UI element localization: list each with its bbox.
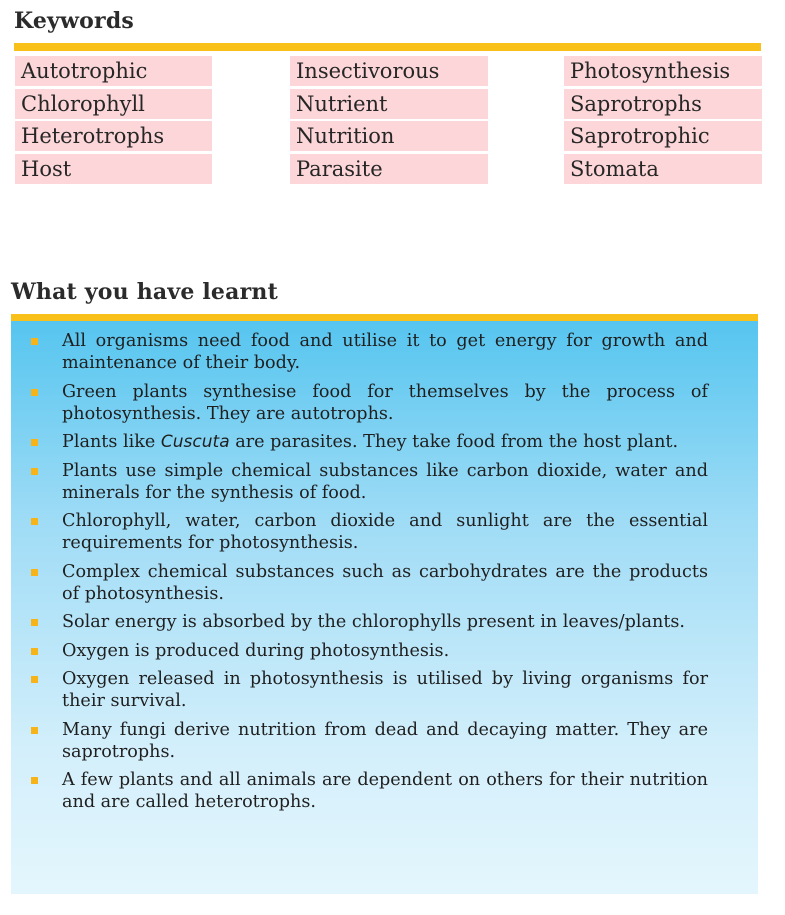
keyword-cell: Saprotrophs	[564, 89, 762, 119]
keyword-cell: Insectivorous	[290, 56, 488, 86]
summary-item-text: Chlorophyll, water, carbon dioxide and sunlight are the essential requirements for photosynthesis.	[62, 511, 708, 553]
summary-item	[11, 769, 758, 813]
keyword-cell: Chlorophyll	[15, 89, 212, 119]
summary-item-text: Oxygen released in photosynthesis is utilised by living organisms for their survival.	[62, 669, 708, 711]
keyword-cell: Host	[15, 154, 212, 184]
square-bullet-icon	[31, 518, 38, 525]
summary-item	[11, 460, 758, 504]
keyword-cell: Photosynthesis	[564, 56, 762, 86]
summary-item	[11, 431, 758, 453]
keyword-cell: Heterotrophs	[15, 121, 212, 151]
what-you-have-learnt-heading: What you have learnt	[11, 279, 278, 305]
summary-item	[11, 611, 758, 633]
species-name-italic: Cuscuta	[160, 432, 230, 452]
summary-item	[11, 561, 758, 605]
square-bullet-icon	[31, 619, 38, 626]
summary-item	[11, 719, 758, 763]
summary-item-text: Solar energy is absorbed by the chlorophylls present in leaves/plants.	[62, 612, 686, 632]
summary-item-text: Many fungi derive nutrition from dead and decaying matter. They are saprotrophs.	[62, 719, 708, 762]
summary-item-text-start: Plants like	[62, 432, 161, 452]
keyword-cell: Saprotrophic	[564, 121, 762, 151]
keyword-cell: Stomata	[564, 154, 762, 184]
keywords-column-3	[564, 56, 762, 186]
summary-list	[11, 330, 758, 820]
summary-item-text: A few plants and all animals are dependent on others for their nutrition and are called heterotrophs.	[62, 770, 708, 812]
square-bullet-icon	[31, 569, 38, 576]
keyword-cell: Parasite	[290, 154, 488, 184]
keyword-cell: Nutrient	[290, 89, 488, 119]
summary-item	[11, 640, 758, 662]
square-bullet-icon	[31, 777, 38, 784]
keywords-column-1	[15, 56, 212, 186]
summary-item	[11, 381, 758, 425]
keywords-divider	[14, 43, 761, 51]
summary-item	[11, 510, 758, 554]
keywords-column-2	[290, 56, 488, 186]
square-bullet-icon	[31, 468, 38, 475]
keyword-cell: Autotrophic	[15, 56, 212, 86]
square-bullet-icon	[31, 676, 38, 683]
square-bullet-icon	[31, 727, 38, 734]
summary-item	[11, 330, 758, 374]
summary-item-text-end: are parasites. They take food from the host plant.	[229, 432, 679, 452]
square-bullet-icon	[31, 389, 38, 396]
summary-item-text	[62, 432, 678, 452]
keyword-cell: Nutrition	[290, 121, 488, 151]
square-bullet-icon	[31, 648, 38, 655]
summary-item-text: Plants use simple chemical substances like carbon dioxide, water and minerals for the synthesis of food.	[62, 460, 708, 503]
summary-item-text: All organisms need food and utilise it to get energy for growth and maintenance of their body.	[62, 331, 708, 373]
summary-item-text: Green plants synthesise food for themselves by the process of photosynthesis. They are autotrophs.	[62, 381, 708, 424]
summary-item-text: Oxygen is produced during photosynthesis.	[62, 640, 450, 661]
square-bullet-icon	[31, 439, 38, 446]
keywords-heading: Keywords	[14, 8, 134, 34]
learnt-divider	[11, 314, 758, 321]
summary-item	[11, 668, 758, 712]
summary-item-text: Complex chemical substances such as carbohydrates are the products of photosynthesis.	[62, 561, 708, 604]
summary-box	[11, 321, 758, 894]
square-bullet-icon	[31, 338, 38, 345]
